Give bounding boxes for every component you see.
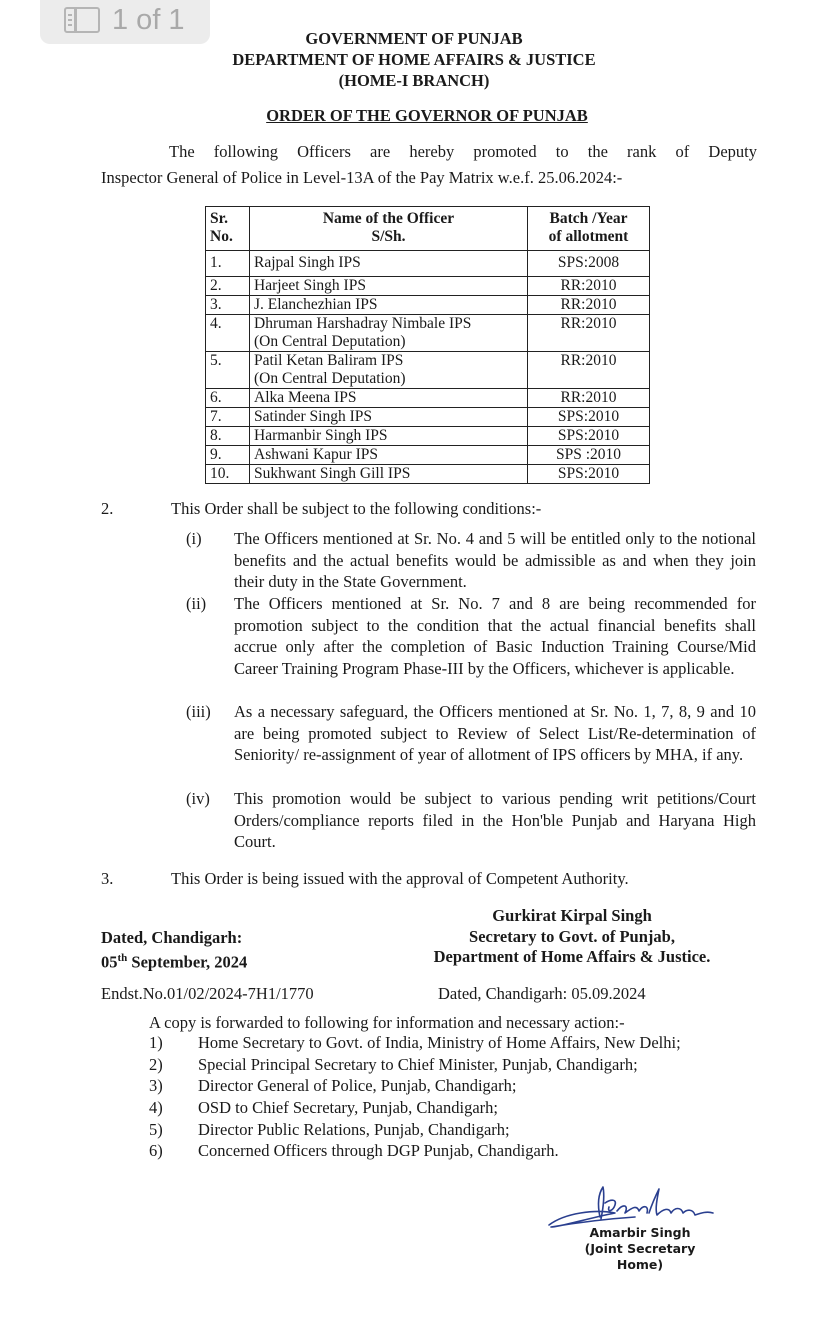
table-row xyxy=(206,389,650,408)
cell-sr-no: 1. xyxy=(206,251,250,277)
cell-sr-no: 4. xyxy=(206,315,250,352)
cell-sr-no: 7. xyxy=(206,408,250,427)
cell-officer-name xyxy=(250,251,528,277)
officer-name: J. Elanchezhian IPS xyxy=(254,296,378,313)
cell-officer-name xyxy=(250,408,528,427)
officer-note: (On Central Deputation) xyxy=(254,333,406,350)
cell-sr-no: 8. xyxy=(206,427,250,446)
condition-text: This promotion would be subject to various pending writ petitions/Court Orders/compliance reports filed in the Hon'ble Punjab and Haryana High Court. xyxy=(234,789,756,852)
officer-name: Alka Meena IPS xyxy=(254,389,357,406)
list-item-text: OSD to Chief Secretary, Punjab, Chandigarh; xyxy=(198,1098,498,1118)
cell-sr-no: 6. xyxy=(206,389,250,408)
table-row xyxy=(206,352,650,389)
list-item-number: 2) xyxy=(149,1054,163,1074)
header-government: GOVERNMENT OF PUNJAB xyxy=(305,29,523,48)
cell-batch-year: SPS:2010 xyxy=(528,465,650,484)
table-row xyxy=(206,315,650,352)
intro-line-2: Inspector General of Police in Level-13A of the Pay Matrix w.e.f. 25.06.2024:- xyxy=(101,168,623,187)
table-row xyxy=(206,427,650,446)
cell-officer-name xyxy=(250,315,528,352)
order-date xyxy=(101,927,247,973)
intro-line-1: The following Officers are hereby promoted to the rank of Deputy xyxy=(169,142,757,161)
cell-batch-year: RR:2010 xyxy=(528,296,650,315)
table-row xyxy=(206,277,650,296)
cell-officer-name xyxy=(250,446,528,465)
cell-batch-year: RR:2010 xyxy=(528,352,650,389)
second-signatory xyxy=(560,1225,720,1273)
para-2-text: This Order shall be subject to the following conditions:- xyxy=(171,499,542,518)
officers-table xyxy=(205,206,650,484)
condition-number: (iii) xyxy=(186,702,211,721)
condition-text: The Officers mentioned at Sr. No. 4 and 5 will be entitled only to the notional benefits and the actual benefits would be admissible as and when they join their duty in the State Government. xyxy=(234,529,756,592)
list-item-number: 1) xyxy=(149,1033,163,1052)
cell-batch-year: SPS:2010 xyxy=(528,408,650,427)
condition-text: The Officers mentioned at Sr. No. 7 and 8 are being recommended for promotion subject to the condition that the actual financial benefits shall accrue only after the completion of Basic Induction Training Course/Mid Career Training Program Phase-III by the Officers, whichever is applicable. xyxy=(234,594,756,679)
header-sr-no: Sr. No. xyxy=(206,207,250,251)
officer-name: Satinder Singh IPS xyxy=(254,408,372,425)
cell-batch-year: SPS :2010 xyxy=(528,446,650,465)
list-item-number: 4) xyxy=(149,1098,163,1118)
para-3-number: 3. xyxy=(101,869,114,888)
officer-name: Sukhwant Singh Gill IPS xyxy=(254,465,411,482)
list-item-text: Concerned Officers through DGP Punjab, Chandigarh. xyxy=(198,1141,559,1161)
header-batch-year: Batch /Year of allotment xyxy=(528,207,650,251)
table-row xyxy=(206,296,650,315)
cell-officer-name xyxy=(250,277,528,296)
cell-sr-no: 10. xyxy=(206,465,250,484)
list-item-number: 5) xyxy=(149,1119,163,1139)
cell-officer-name xyxy=(250,427,528,446)
officer-name: Ashwani Kapur IPS xyxy=(254,446,378,463)
endorsement-date: Dated, Chandigarh: 05.09.2024 xyxy=(438,984,646,1003)
cell-batch-year: SPS:2008 xyxy=(528,251,650,277)
second-signatory-designation: (Joint Secretary Home) xyxy=(584,1241,696,1272)
cell-officer-name xyxy=(250,296,528,315)
cell-batch-year: RR:2010 xyxy=(528,315,650,352)
table-row xyxy=(206,446,650,465)
table-row xyxy=(206,251,650,277)
intro-paragraph xyxy=(101,139,757,191)
list-item-text: Director Public Relations, Punjab, Chandigarh; xyxy=(198,1119,510,1139)
page-indicator-label: 1 of 1 xyxy=(112,3,185,36)
cell-batch-year: RR:2010 xyxy=(528,277,650,296)
cell-sr-no: 2. xyxy=(206,277,250,296)
officer-note: (On Central Deputation) xyxy=(254,370,406,387)
list-item-text: Home Secretary to Govt. of India, Ministry of Home Affairs, New Delhi; xyxy=(198,1033,681,1052)
cell-sr-no: 9. xyxy=(206,446,250,465)
list-item-number: 3) xyxy=(149,1076,163,1096)
condition-number: (i) xyxy=(186,529,202,548)
order-date-value: 05th September, 2024 xyxy=(101,952,248,972)
signatory-department: Department of Home Affairs & Justice. xyxy=(433,947,711,966)
header-department: DEPARTMENT OF HOME AFFAIRS & JUSTICE xyxy=(232,50,596,69)
condition-number: (iv) xyxy=(186,789,210,808)
header-officer-name: Name of the Officer S/Sh. xyxy=(250,207,528,251)
condition-text: As a necessary safeguard, the Officers mentioned at Sr. No. 1, 7, 8, 9 and 10 are being promoted subject to Review of Select List/Re-determination of Seniority/ re-assignment of year of allotment of IPS officers by MHA, if any. xyxy=(234,702,756,765)
officer-name: Patil Ketan Baliram IPS xyxy=(254,352,404,369)
para-2-number: 2. xyxy=(101,499,114,518)
officer-name: Harjeet Singh IPS xyxy=(254,277,366,294)
signatory-designation: Secretary to Govt. of Punjab, xyxy=(469,926,675,946)
officer-name: Rajpal Singh IPS xyxy=(254,254,361,271)
cell-batch-year: RR:2010 xyxy=(528,389,650,408)
list-item-text: Director General of Police, Punjab, Chandigarh; xyxy=(198,1076,517,1096)
header-branch: (HOME-I BRANCH) xyxy=(338,71,490,90)
condition-number: (ii) xyxy=(186,594,207,613)
cell-sr-no: 5. xyxy=(206,352,250,389)
order-title: ORDER OF THE GOVERNOR OF PUNJAB xyxy=(266,106,588,125)
second-signatory-name: Amarbir Singh xyxy=(589,1225,691,1240)
cell-batch-year: SPS:2010 xyxy=(528,427,650,446)
list-item-number: 6) xyxy=(149,1141,163,1161)
list-item-text: Special Principal Secretary to Chief Minister, Punjab, Chandigarh; xyxy=(198,1054,638,1074)
officer-name: Harmanbir Singh IPS xyxy=(254,427,388,444)
signatory-block xyxy=(380,906,764,968)
cell-officer-name xyxy=(250,352,528,389)
table-header-row xyxy=(206,207,650,251)
officer-name: Dhruman Harshadray Nimbale IPS xyxy=(254,315,472,332)
para-3-text: This Order is being issued with the approval of Competent Authority. xyxy=(171,869,629,888)
endorsement-number: Endst.No.01/02/2024-7H1/1770 xyxy=(101,984,314,1003)
cell-officer-name xyxy=(250,465,528,484)
table-row xyxy=(206,465,650,484)
table-row xyxy=(206,408,650,427)
copy-forward-intro: A copy is forwarded to following for information and necessary action:- xyxy=(149,1013,625,1032)
cell-sr-no: 3. xyxy=(206,296,250,315)
order-date-place: Dated, Chandigarh: xyxy=(101,928,243,947)
signatory-name: Gurkirat Kirpal Singh xyxy=(492,906,652,925)
cell-officer-name xyxy=(250,389,528,408)
